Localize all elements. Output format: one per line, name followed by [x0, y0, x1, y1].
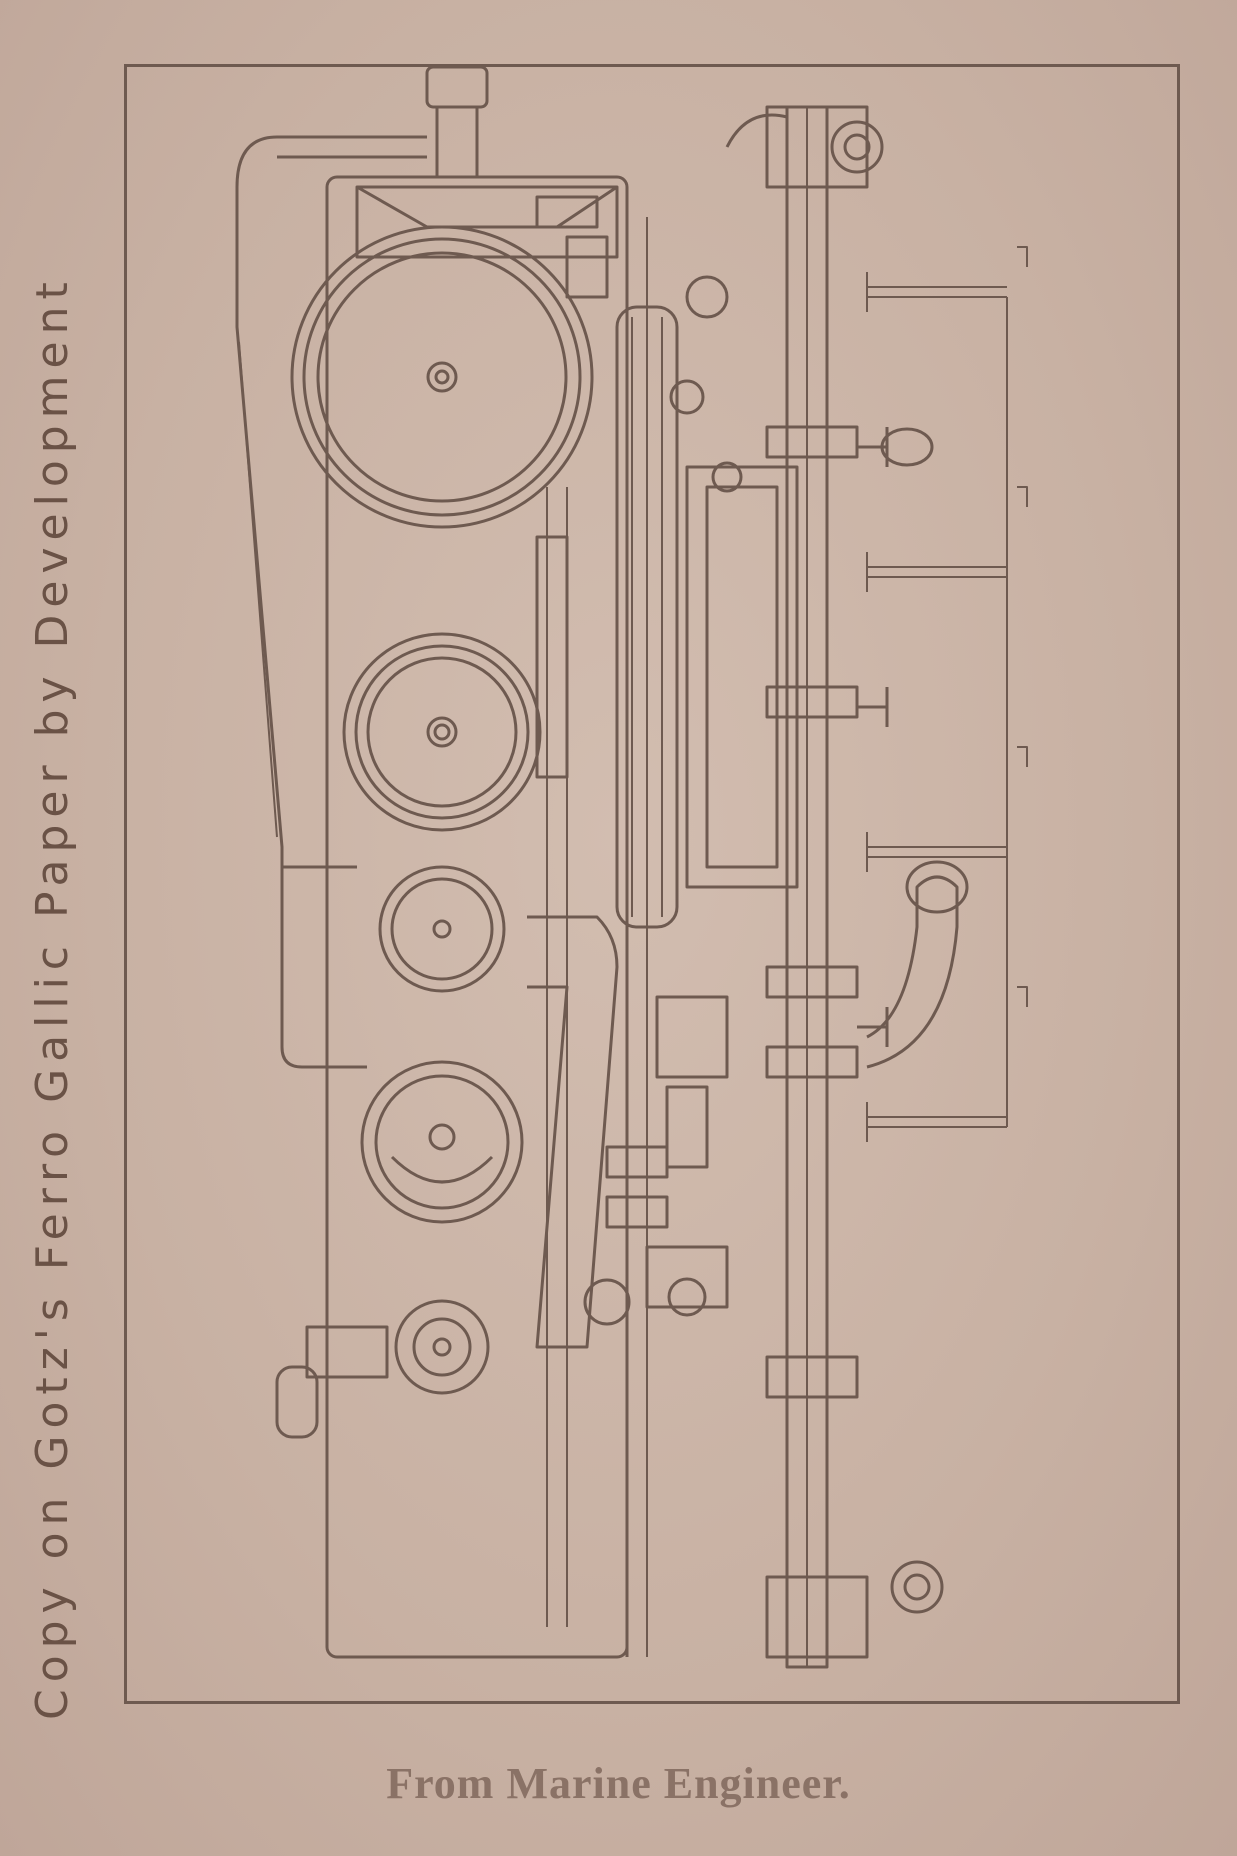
side-caption: Copy on Gotz's Ferro Gallic Paper by Development	[27, 275, 78, 1720]
figure-frame	[124, 64, 1180, 1704]
figure-caption: From Marine Engineer.	[386, 1759, 851, 1808]
marine-engine-drawing-icon	[127, 67, 1183, 1707]
